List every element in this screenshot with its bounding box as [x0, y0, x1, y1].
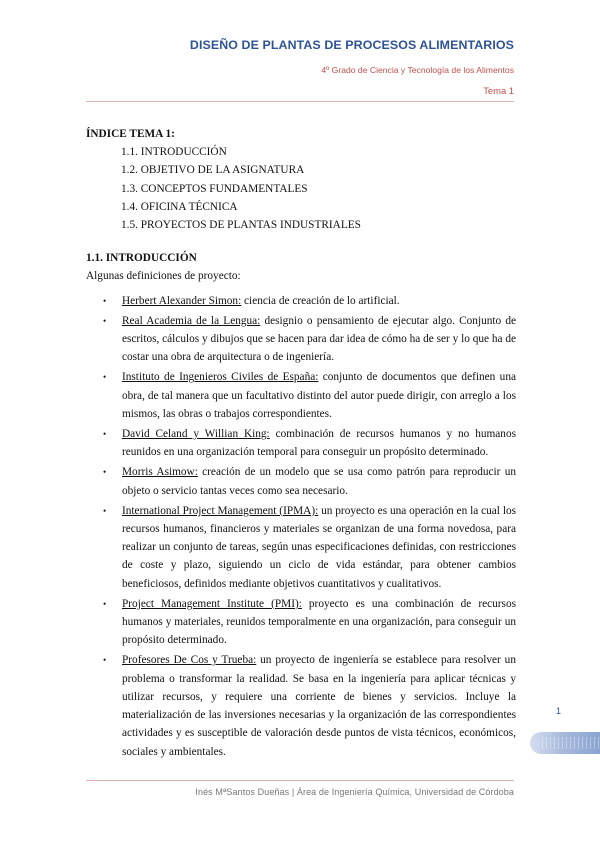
list-item	[86, 502, 516, 593]
index-item: 1.1. INTRODUCCIÓN	[121, 146, 227, 159]
index-item: 1.2. OBJETIVO DE LA ASIGNATURA	[121, 164, 305, 177]
definitions-list	[86, 292, 516, 761]
bullet-icon: •	[103, 505, 107, 516]
page-number: 1	[556, 706, 562, 716]
list-item	[86, 595, 516, 650]
list-item	[86, 463, 516, 499]
definition-source: Project Management Institute (PMI):	[122, 597, 302, 610]
list-item	[86, 312, 516, 367]
definition-source: Real Academia de la Lengua:	[122, 314, 261, 327]
bullet-icon: •	[103, 372, 107, 383]
definition-text: un proyecto de ingeniería se establece para resolver un problema o transformar la realidad. Se basa en la ingeniería para aplicar técnicas y utilizar recursos, y requiere una corriente de bienes y servicios. Incluye la materialización de las inversiones necesarias y la organización de las correspondientes actividades y es susceptible de valoración desde puntos de vista técnicos, económicos, sociales y ambientales.	[122, 654, 516, 758]
bullet-icon: •	[103, 467, 107, 478]
section-title: 1.1. INTRODUCCIÓN	[86, 252, 197, 265]
definition-text: designio o pensamiento de ejecutar algo. Conjunto de escritos, cálculos y dibujos que se hacen para dar idea de cómo ha de ser y lo que ha de costar una obra de arquitectura o de ingeniería.	[122, 314, 516, 364]
definition-source: Morris Asimow:	[122, 466, 198, 479]
header-tema: Tema 1	[483, 85, 514, 96]
index-item: 1.5. PROYECTOS DE PLANTAS INDUSTRIALES	[121, 219, 361, 232]
definition-text: proyecto es una combinación de recursos humanos y materiales, reunidos temporalmente en una organización, para conseguir un propósito determinado.	[122, 597, 516, 647]
definition-text: combinación de recursos humanos y no humanos reunidos en una organización temporal para conseguir un propósito determinado.	[122, 428, 516, 459]
definition-text: conjunto de documentos que definen una obra, de tal manera que un facultativo distinto del autor puede dirigir, con arreglo a los mismos, las obras o trabajos correspondientes.	[122, 371, 516, 420]
index-item: 1.4. OFICINA TÉCNICA	[121, 200, 238, 213]
bullet-icon: •	[103, 315, 107, 326]
bullet-icon: •	[103, 598, 107, 609]
definition-source: David Celand y Willian King:	[122, 428, 270, 441]
definition-source: Instituto de Ingenieros Civiles de España:	[122, 371, 319, 384]
bullet-icon: •	[103, 295, 107, 306]
bullet-icon: •	[103, 655, 107, 666]
list-item	[86, 292, 516, 310]
definition-source: Herbert Alexander Simon:	[122, 294, 242, 307]
list-item	[86, 368, 516, 423]
index-list	[86, 143, 516, 234]
list-item	[86, 425, 516, 461]
bullet-icon: •	[103, 429, 107, 440]
definition-text: creación de un modelo que se usa como patrón para reproducir un objeto o servicio tantas veces como sea necesario.	[122, 466, 516, 497]
footer-text: Inés MªSantos Dueñas | Área de Ingeniería Química, Universidad de Córdoba	[195, 787, 514, 797]
page-body	[86, 125, 516, 763]
list-item	[86, 651, 516, 760]
section-intro: Algunas definiciones de proyecto:	[86, 270, 241, 283]
definition-source: Profesores De Cos y Trueba:	[122, 654, 257, 667]
footer-divider	[86, 780, 514, 781]
header-divider	[86, 101, 514, 102]
index-item: 1.3. CONCEPTOS FUNDAMENTALES	[121, 182, 308, 195]
index-title: ÍNDICE TEMA 1:	[86, 128, 175, 140]
definition-text: un proyecto es una operación en la cual los recursos humanos, financieros y materiales se organizan de una forma novedosa, para realizar un conjunto de tareas, según unas especificaciones definidas, con restricciones de coste y plazo, siguiendo un ciclo de vida estándar, para obtener cambios beneficiosos, definidos mediante objetivos cuantitativos y cualitativos.	[122, 504, 517, 590]
header-subtitle: 4º Grado de Ciencia y Tecnología de los Alimentos	[321, 65, 514, 75]
definition-source: International Project Management (IPMA):	[122, 504, 319, 517]
definition-text: ciencia de creación de lo artificial.	[241, 294, 400, 307]
header-title: DISEÑO DE PLANTAS DE PROCESOS ALIMENTARIOS	[189, 38, 514, 52]
page-tab-decoration	[530, 732, 600, 754]
